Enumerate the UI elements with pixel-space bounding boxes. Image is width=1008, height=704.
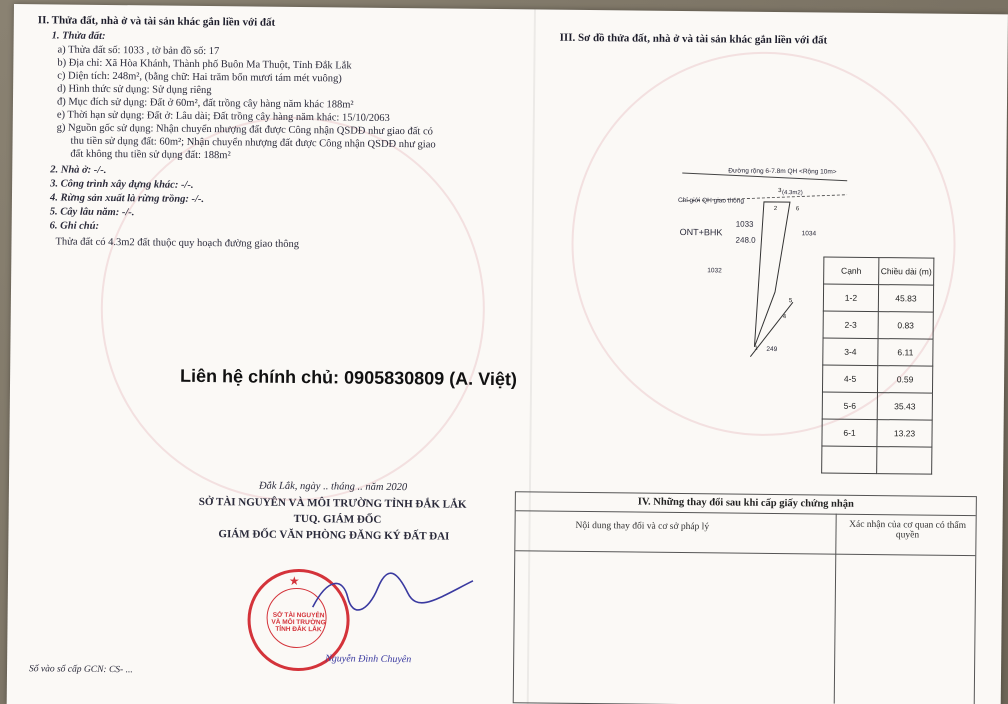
parcel-number: 1033	[735, 219, 754, 229]
header-length: Chiều dài (m)	[879, 258, 934, 286]
purpose-line: đ) Mục đích sử dụng: Đất ở 60m², đất trồng cây hàng năm khác 188m²	[56, 96, 354, 111]
parcel-line: a) Thửa đất số: 1033 , tờ bản đồ số: 17	[57, 44, 220, 58]
neighbor-1034: 1034	[801, 230, 817, 238]
land-certificate-page	[7, 4, 1008, 704]
signature-scribble	[308, 567, 479, 619]
office-line: GIÁM ĐỐC VĂN PHÒNG ĐĂNG KÝ ĐẤT ĐAI	[218, 528, 450, 543]
length-cell: 45.83	[878, 285, 933, 313]
point-label-5: 5	[788, 298, 793, 305]
table-row	[823, 284, 933, 312]
point-label-2: 2	[773, 205, 778, 213]
neighbor-249: 249	[766, 345, 778, 354]
section-2-title: II. Thửa đất, nhà ở và tài sản khác gắn liền với đất	[37, 14, 276, 29]
watermark-left	[99, 115, 487, 503]
signer-name: Nguyễn Đình Chuyên	[325, 653, 412, 666]
col-content-header: Nội dung thay đổi và cơ sở pháp lý	[575, 520, 710, 533]
tuq-line: TUQ. GIÁM ĐỐC	[293, 512, 382, 526]
table-row	[823, 311, 933, 339]
length-cell: 13.23	[877, 420, 932, 448]
edge-cell: 5-6	[822, 392, 877, 420]
edge-length-table	[821, 256, 934, 474]
note-text: Thửa đất có 4.3m2 đất thuộc quy hoạch đường giao thông	[55, 236, 300, 250]
empty-cell	[822, 446, 877, 474]
star-icon: ★	[288, 573, 300, 589]
point-label-1: 1	[754, 345, 758, 352]
edge-cell: 3-4	[823, 338, 878, 366]
table-row	[822, 365, 932, 393]
edge-cell: 1-2	[823, 284, 878, 312]
contact-overlay: Liên hệ chính chủ: 0905830809 (A. Việt)	[180, 365, 517, 390]
seal-text: SỞ TÀI NGUYÊN VÀ MÔI TRƯỜNG TỈNH ĐẮK LẮK	[271, 611, 326, 634]
edge-cell: 6-1	[822, 419, 877, 447]
item-6: 6. Ghi chú:	[49, 220, 100, 232]
boundary-label: Chỉ giới QH giao thông	[677, 196, 745, 205]
item-5: 5. Cây lâu năm: -/-.	[49, 206, 135, 219]
length-cell: 6.11	[878, 339, 933, 367]
item-2: 2. Nhà ở: -/-.	[50, 164, 107, 176]
land-type: ONT+BHK	[679, 226, 723, 238]
empty-cell	[877, 447, 932, 475]
edge-cell: 4-5	[822, 365, 877, 393]
address-line: b) Địa chỉ: Xã Hòa Khánh, Thành phố Buôn Ma Thuột, Tỉnh Đắk Lắk	[57, 57, 352, 72]
table-row	[823, 338, 933, 366]
parcel-area: 248.0	[735, 235, 756, 245]
length-cell: 0.59	[877, 366, 932, 394]
item-3: 3. Công trình xây dựng khác: -/-.	[50, 178, 194, 191]
book-number: Số vào sổ cấp GCN: CS- ...	[28, 664, 133, 676]
form-line: d) Hình thức sử dụng: Sử dụng riêng	[57, 83, 212, 97]
date-line: Đắk Lắk, ngày .. tháng .. năm 2020	[258, 480, 408, 494]
section-3-title: III. Sơ đồ thửa đất, nhà ở và tài sản khác gắn liền với đất	[559, 31, 828, 47]
road-width-label: (4.3m2)	[782, 190, 803, 197]
length-cell: 0.83	[878, 312, 933, 340]
item-1-title: 1. Thửa đất:	[51, 30, 106, 42]
table-header-row	[824, 257, 934, 285]
origin-line-1: g) Nguồn gốc sử dụng: Nhận chuyển nhượng đất được Công nhận QSDĐ như giao đất có	[56, 122, 433, 138]
table-row	[822, 392, 932, 420]
item-4: 4. Rừng sản xuất là rừng trồng: -/-.	[49, 192, 205, 206]
table-row	[822, 419, 932, 447]
changes-table	[513, 491, 977, 704]
header-edge: Cạnh	[824, 257, 879, 285]
org-line: SỞ TÀI NGUYÊN VÀ MÔI TRƯỜNG TỈNH ĐẮK LẮK	[198, 495, 467, 511]
neighbor-1032: 1032	[707, 267, 722, 275]
origin-line-2: thu tiền sử dụng đất: 60m²; Nhận chuyển nhượng đất được Công nhận QSDĐ như giao	[70, 135, 436, 151]
changes-content-column	[514, 510, 837, 703]
point-label-4: 4	[782, 314, 787, 321]
origin-line-3: đất không thu tiền sử dụng đất: 188m²	[70, 148, 231, 162]
area-line: c) Diện tích: 248m², (bằng chữ: Hai trăm bốn mươi tám mét vuông)	[57, 70, 342, 85]
length-cell: 35.43	[877, 393, 932, 421]
point-label-6: 6	[795, 206, 800, 213]
edge-cell: 2-3	[823, 311, 878, 339]
col-confirm-header: Xác nhận của cơ quan có thẩm quyền	[849, 519, 967, 541]
section-4-title: IV. Những thay đổi sau khi cấp giấy chứng nhận	[516, 492, 976, 516]
term-line: e) Thời hạn sử dụng: Đất ở: Lâu dài; Đất trồng cây hàng năm khác: 15/10/2063	[56, 109, 390, 124]
point-label-3: 3	[778, 188, 782, 195]
road-label: Đường rộng 6-7.8m QH <Rộng 10m>	[728, 167, 837, 176]
table-row	[822, 446, 932, 474]
